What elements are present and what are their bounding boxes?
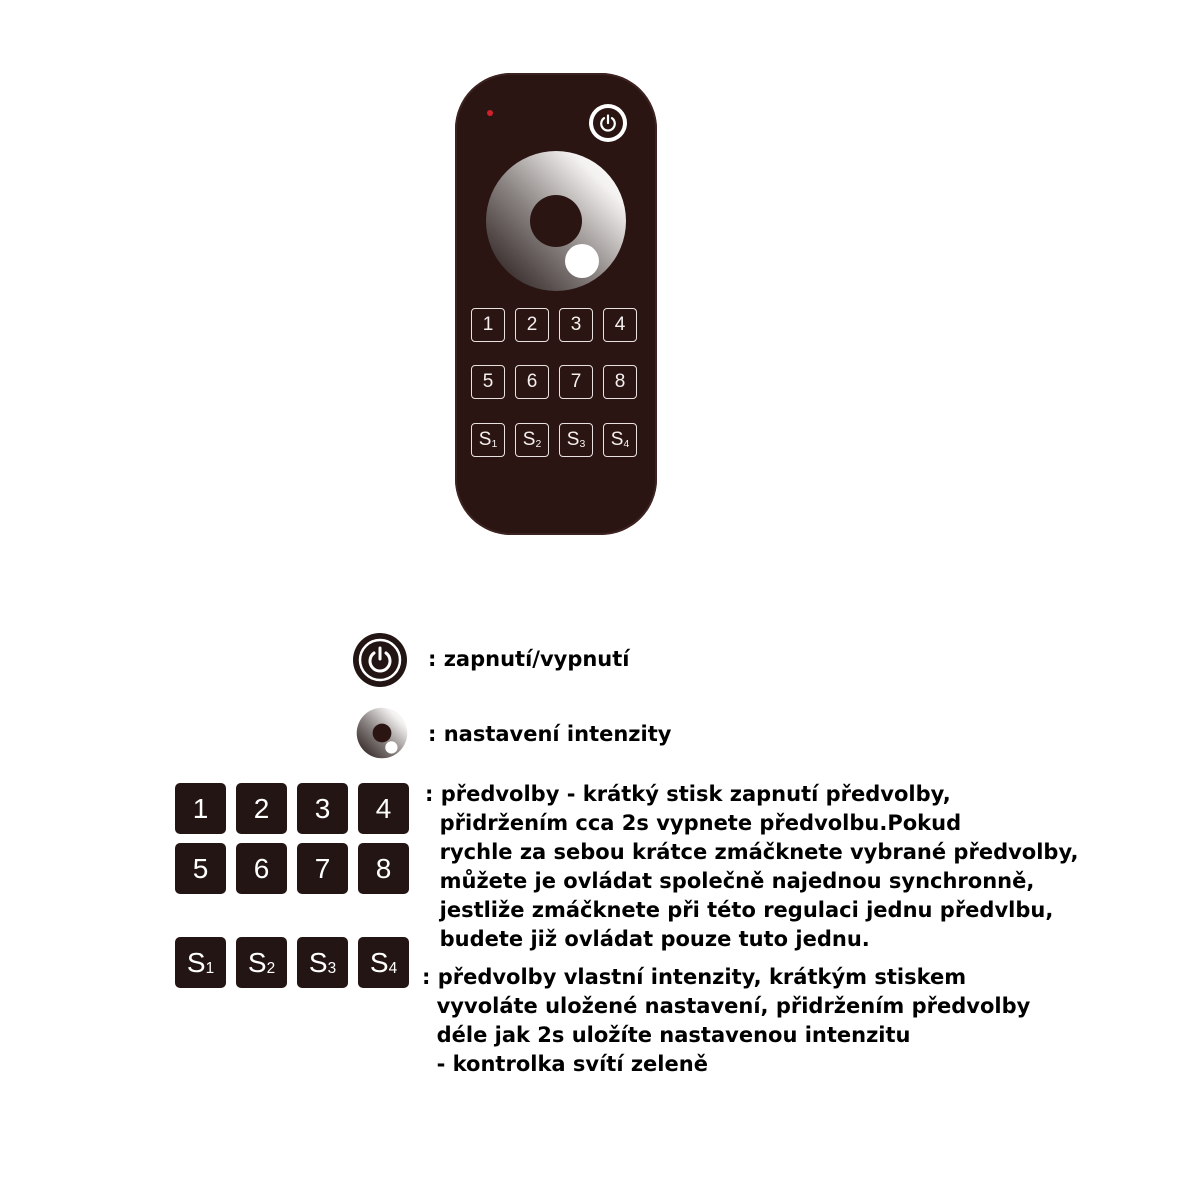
key-index: 3 <box>327 960 337 978</box>
key-letter: S <box>247 946 267 978</box>
remote-key-1[interactable]: 1 <box>471 308 505 342</box>
key-letter: S <box>478 429 492 450</box>
legend-key-8: 8 <box>358 843 409 894</box>
key-index: 3 <box>579 439 586 451</box>
legend-key-1: 1 <box>175 783 226 834</box>
legend-power-icon <box>352 632 408 688</box>
key-letter: S <box>186 946 206 978</box>
legend-presets-text: : předvolby - krátký stisk zapnutí předvolby, přidržením cca 2s vypnete předvolbu.Pokud rychle za sebou krátce zmáčknete vybrané předvolby, můžete je ovládat společně najednou synchronně, jestliže zmáčknete při této regulaci jednu předvlbu, budete již ovládat pouze tuto jednu. <box>425 782 1079 951</box>
key-index: 4 <box>623 439 630 451</box>
key-letter: S <box>566 429 580 450</box>
legend-key-4: 4 <box>358 783 409 834</box>
remote-key-s1[interactable] <box>471 423 505 457</box>
legend-custom-presets-text: : předvolby vlastní intenzity, krátkým stiskem vyvoláte uložené nastavení, přidržením předvolby déle jak 2s uložíte nastavenou intenzitu - kontrolka svítí zeleně <box>422 965 1031 1076</box>
legend-number-keys <box>175 783 409 894</box>
remote-key-4[interactable]: 4 <box>603 308 637 342</box>
remote-key-2[interactable]: 2 <box>515 308 549 342</box>
legend-key-s2 <box>236 937 287 988</box>
legend-key-2: 2 <box>236 783 287 834</box>
remote-key-8[interactable]: 8 <box>603 365 637 399</box>
power-icon <box>593 108 623 138</box>
legend-key-3: 3 <box>297 783 348 834</box>
remote-key-s4[interactable] <box>603 423 637 457</box>
key-letter: S <box>522 429 536 450</box>
legend-power-text: : zapnutí/vypnutí <box>428 647 630 671</box>
remote-key-6[interactable]: 6 <box>515 365 549 399</box>
key-letter: S <box>308 946 328 978</box>
remote-key-s2[interactable] <box>515 423 549 457</box>
remote-key-3[interactable]: 3 <box>559 308 593 342</box>
remote-key-5[interactable]: 5 <box>471 365 505 399</box>
legend-scene-keys <box>175 937 409 988</box>
key-index: 4 <box>388 960 398 978</box>
remote-key-row-1 <box>471 308 643 342</box>
legend-key-6: 6 <box>236 843 287 894</box>
remote-key-row-2 <box>471 365 643 399</box>
remote-control <box>455 73 657 535</box>
legend-key-s4 <box>358 937 409 988</box>
key-index: 2 <box>535 439 542 451</box>
key-index: 1 <box>205 960 215 978</box>
status-led <box>487 110 493 116</box>
legend-key-s1 <box>175 937 226 988</box>
key-index: 1 <box>491 439 498 451</box>
legend-key-5: 5 <box>175 843 226 894</box>
brightness-wheel-icon <box>484 149 628 293</box>
key-index: 2 <box>266 960 276 978</box>
remote-key-7[interactable]: 7 <box>559 365 593 399</box>
remote-key-s3[interactable] <box>559 423 593 457</box>
key-letter: S <box>610 429 624 450</box>
legend-brightness-wheel-icon <box>356 707 408 759</box>
legend-intensity-text: : nastavení intenzity <box>428 722 672 746</box>
legend-key-7: 7 <box>297 843 348 894</box>
key-letter: S <box>369 946 389 978</box>
legend-key-s3 <box>297 937 348 988</box>
power-button[interactable] <box>589 104 627 142</box>
remote-scene-row <box>471 423 643 457</box>
brightness-wheel[interactable] <box>484 149 628 293</box>
